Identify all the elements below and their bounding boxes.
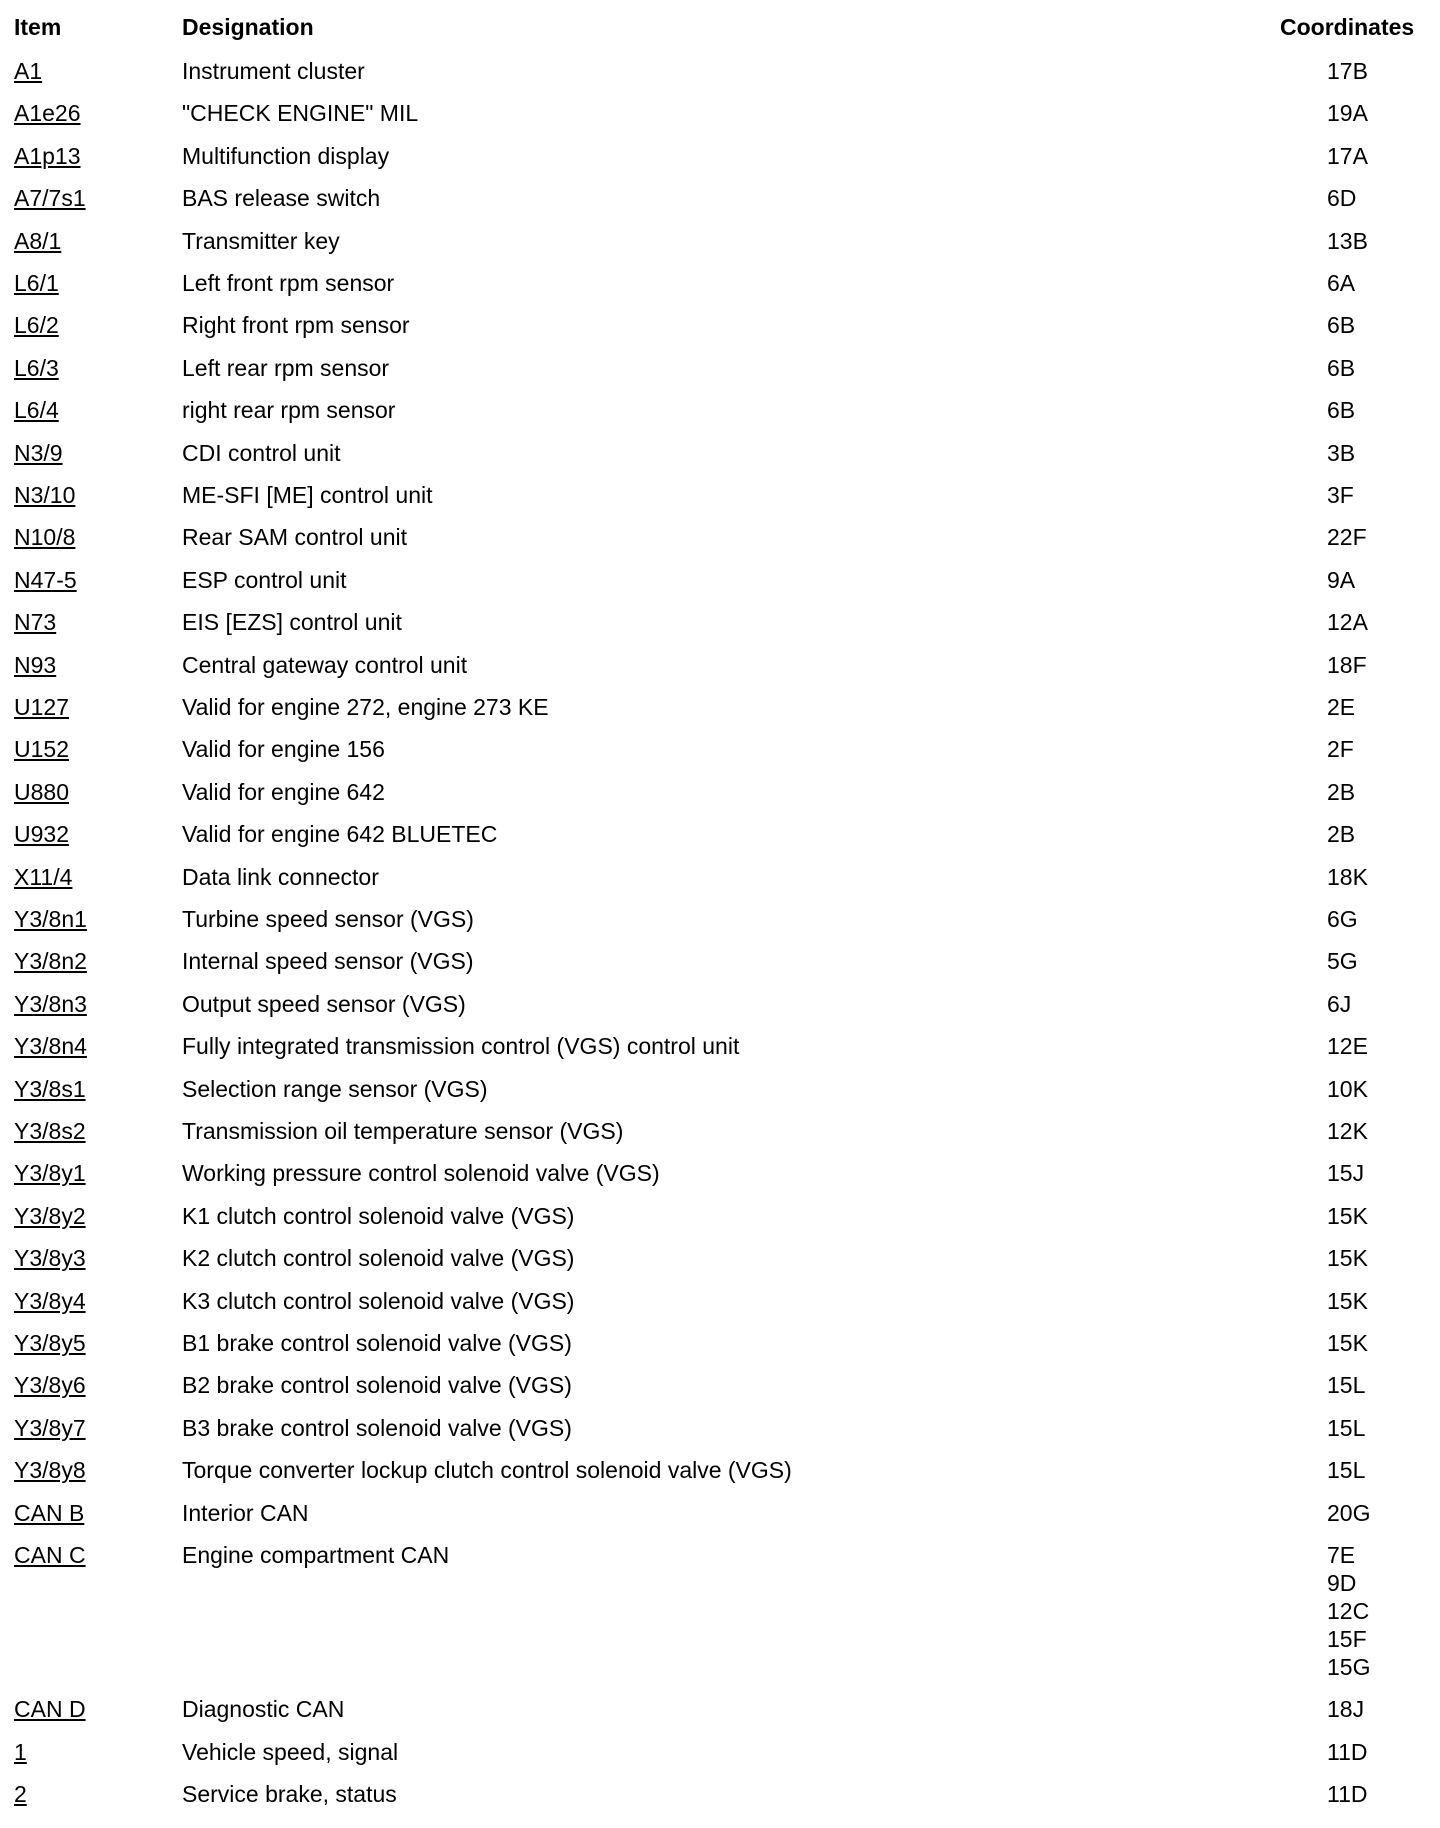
item-link[interactable]: Y3/8n2 — [14, 948, 87, 975]
coordinates-text — [1327, 1159, 1364, 1187]
designation-text: Diagnostic CAN — [182, 1696, 345, 1723]
coordinate-value: 15K — [1327, 1202, 1368, 1229]
designation-text: Transmitter key — [182, 227, 340, 254]
coordinates-text — [1327, 1371, 1365, 1399]
designation-text: Central gateway control unit — [182, 651, 468, 678]
item-link[interactable]: CAN B — [14, 1499, 85, 1526]
coordinates-text — [1327, 523, 1367, 551]
item-link[interactable]: U127 — [14, 694, 69, 720]
item-link[interactable]: Y3/8y2 — [14, 1202, 86, 1229]
coordinate-value: 18K — [1327, 863, 1368, 890]
designation-text: Turbine speed sensor (VGS) — [182, 906, 474, 932]
coordinate-value: 2B — [1327, 778, 1356, 805]
table-row — [0, 1371, 1440, 1401]
header-designation: Designation — [182, 14, 314, 40]
item-link[interactable]: N93 — [14, 651, 57, 678]
designation-text: K1 clutch control solenoid valve (VGS) — [182, 1202, 575, 1229]
designation-text: B2 brake control solenoid valve (VGS) — [182, 1372, 572, 1399]
coordinate-value: 6D — [1327, 185, 1357, 212]
designation-text: Transmission oil temperature sensor (VGS) — [182, 1118, 624, 1144]
coordinate-value: 15K — [1327, 1245, 1368, 1272]
designation-text: Left rear rpm sensor — [182, 354, 390, 381]
coordinates-text — [1327, 439, 1355, 467]
coordinate-value: 6B — [1327, 312, 1356, 339]
table-row — [0, 905, 1440, 935]
coordinates-text — [1327, 905, 1358, 933]
coordinate-value: 15G — [1327, 1654, 1371, 1680]
coordinate-value: 12K — [1327, 1118, 1368, 1144]
designation-text: ESP control unit — [182, 566, 347, 593]
designation-text: right rear rpm sensor — [182, 397, 396, 424]
table-row — [0, 778, 1440, 808]
designation-text: Fully integrated transmission control (VGS) control unit — [182, 1033, 740, 1060]
coordinate-value: 15L — [1327, 1372, 1366, 1399]
designation-text: Right front rpm sensor — [182, 312, 410, 339]
designation-text: K3 clutch control solenoid valve (VGS) — [182, 1287, 575, 1314]
item-link[interactable]: N3/10 — [14, 482, 76, 508]
coordinate-value: 18F — [1327, 651, 1367, 678]
table-row — [0, 1202, 1440, 1232]
table-row — [0, 651, 1440, 681]
header-item: Item — [14, 14, 62, 40]
designation-text: Output speed sensor (VGS) — [182, 990, 466, 1017]
coordinates-text — [1327, 608, 1368, 636]
item-link[interactable]: X11/4 — [14, 863, 73, 890]
designation-text: ME-SFI [ME] control unit — [182, 482, 433, 508]
coordinates-text — [1327, 481, 1354, 509]
item-link[interactable]: Y3/8y5 — [14, 1330, 86, 1356]
designation-text: Valid for engine 272, engine 273 KE — [182, 694, 549, 720]
coordinate-value: 20G — [1327, 1499, 1371, 1526]
table-row — [0, 1780, 1440, 1810]
coordinates-text — [1327, 184, 1356, 212]
coordinates-text — [1327, 735, 1354, 763]
coordinates-text — [1327, 1695, 1364, 1723]
coordinate-value: 9D — [1327, 1570, 1357, 1596]
item-link[interactable]: N47-5 — [14, 566, 77, 593]
table-row — [0, 311, 1440, 341]
table-row — [0, 1499, 1440, 1529]
item-link[interactable]: N3/9 — [14, 439, 63, 466]
coordinates-text — [1327, 566, 1355, 594]
coordinates-text — [1327, 1075, 1368, 1103]
table-row — [0, 269, 1440, 299]
coordinate-value: 12E — [1327, 1033, 1368, 1060]
designation-text: BAS release switch — [182, 185, 381, 212]
item-link[interactable]: Y3/8y3 — [14, 1245, 86, 1272]
table-row — [0, 820, 1440, 850]
coordinate-value: 6G — [1327, 906, 1358, 932]
item-link[interactable]: Y3/8s2 — [14, 1118, 86, 1144]
item-link[interactable]: Y3/8y4 — [14, 1287, 86, 1314]
item-link[interactable]: Y3/8y1 — [14, 1160, 86, 1187]
item-link[interactable]: U932 — [14, 821, 69, 848]
coordinates-text — [1327, 990, 1351, 1018]
coordinates-text — [1327, 311, 1355, 339]
table-row — [0, 1329, 1440, 1359]
table-row — [0, 1244, 1440, 1274]
coordinate-value: 6B — [1327, 354, 1356, 381]
designation-text: Engine compartment CAN — [182, 1542, 450, 1568]
designation-text: Interior CAN — [182, 1499, 309, 1526]
item-link[interactable]: U152 — [14, 736, 69, 763]
coordinates-text — [1327, 396, 1355, 424]
designation-text: EIS [EZS] control unit — [182, 609, 402, 636]
table-row — [0, 693, 1440, 723]
coordinate-value: 6B — [1327, 397, 1356, 424]
item-link[interactable]: A1e26 — [14, 100, 81, 127]
coordinates-text — [1327, 947, 1358, 975]
coordinates-text — [1327, 354, 1355, 382]
coordinate-value: 3F — [1327, 482, 1354, 508]
table-row — [0, 481, 1440, 511]
item-link[interactable]: Y3/8y7 — [14, 1414, 86, 1441]
item-link[interactable]: A1p13 — [14, 142, 81, 169]
item-link[interactable]: L6/4 — [14, 397, 59, 424]
table-row — [0, 1159, 1440, 1189]
table-row — [0, 1287, 1440, 1317]
item-link[interactable]: Y3/8s1 — [14, 1075, 86, 1102]
coordinate-value: 6J — [1327, 990, 1352, 1017]
table-row — [0, 608, 1440, 638]
coordinate-value: 2F — [1327, 736, 1354, 763]
designation-text: "CHECK ENGINE" MIL — [182, 100, 419, 127]
coordinate-value: 10K — [1327, 1075, 1368, 1102]
table-row — [0, 142, 1440, 172]
designation-text: Valid for engine 156 — [182, 736, 385, 763]
designation-text: Left front rpm sensor — [182, 270, 395, 296]
coordinates-text — [1327, 1117, 1368, 1145]
coordinates-text — [1327, 1541, 1370, 1681]
table-row — [0, 1541, 1440, 1680]
coordinate-value: 15L — [1327, 1414, 1366, 1441]
table-row — [0, 396, 1440, 426]
item-link[interactable]: A7/7s1 — [14, 185, 86, 212]
coordinates-text — [1327, 778, 1355, 806]
coordinate-value: 15F — [1327, 1626, 1367, 1652]
coordinate-value: 6A — [1327, 270, 1356, 296]
item-link[interactable]: A8/1 — [14, 227, 62, 254]
designation-text: Valid for engine 642 — [182, 778, 385, 805]
item-link[interactable]: Y3/8n1 — [14, 906, 87, 932]
table-row — [0, 523, 1440, 553]
designation-text: Instrument cluster — [182, 58, 365, 84]
coordinate-value: 2B — [1327, 821, 1356, 848]
item-link[interactable]: N10/8 — [14, 524, 76, 551]
header-coordinates: Coordinates — [1280, 14, 1415, 40]
designation-text: Data link connector — [182, 863, 379, 890]
coordinates-text — [1327, 863, 1368, 891]
coordinate-value: 3B — [1327, 439, 1356, 466]
item-link[interactable]: A1 — [14, 58, 43, 84]
coordinate-value: 5G — [1327, 948, 1358, 975]
designation-text: Selection range sensor (VGS) — [182, 1075, 488, 1102]
item-link[interactable]: 2 — [14, 1781, 27, 1808]
coordinate-value: 2E — [1327, 694, 1356, 720]
table-row — [0, 184, 1440, 214]
coordinates-text — [1327, 1456, 1365, 1484]
table-row — [0, 57, 1440, 87]
coordinates-text — [1327, 1499, 1370, 1527]
coordinates-text — [1327, 142, 1368, 170]
designation-text: K2 clutch control solenoid valve (VGS) — [182, 1245, 575, 1272]
coordinates-text — [1327, 99, 1368, 127]
coordinate-value: 12C — [1327, 1598, 1370, 1624]
designation-text: Valid for engine 642 BLUETEC — [182, 821, 498, 848]
table-row — [0, 1032, 1440, 1062]
designation-text: Internal speed sensor (VGS) — [182, 948, 474, 975]
table-row — [0, 439, 1440, 469]
coordinate-value: 11D — [1327, 1781, 1368, 1808]
item-link[interactable]: Y3/8n4 — [14, 1033, 87, 1060]
coordinate-value: 17A — [1327, 142, 1368, 169]
coordinates-text — [1327, 1032, 1368, 1060]
coordinate-value: 15K — [1327, 1287, 1368, 1314]
designation-text: CDI control unit — [182, 439, 341, 466]
coordinate-value: 11D — [1327, 1738, 1368, 1765]
item-link[interactable]: CAN C — [14, 1542, 86, 1568]
designation-text: Vehicle speed, signal — [182, 1738, 399, 1765]
coordinates-text — [1327, 820, 1355, 848]
coordinates-text — [1327, 1329, 1368, 1357]
item-link[interactable]: L6/3 — [14, 354, 59, 381]
table-row — [0, 1414, 1440, 1444]
table-row — [0, 566, 1440, 596]
coordinate-value: 7E — [1327, 1542, 1356, 1568]
item-link[interactable]: CAN D — [14, 1696, 86, 1723]
coordinate-value: 15J — [1327, 1160, 1365, 1187]
table-row — [0, 1117, 1440, 1147]
designation-text: B3 brake control solenoid valve (VGS) — [182, 1414, 572, 1441]
item-link[interactable]: L6/1 — [14, 270, 59, 296]
item-link[interactable]: U880 — [14, 778, 69, 805]
designation-text: Multifunction display — [182, 142, 390, 169]
coordinates-text — [1327, 1414, 1365, 1442]
coordinate-value: 13B — [1327, 227, 1368, 254]
table-row — [0, 863, 1440, 893]
coordinates-text — [1327, 1244, 1368, 1272]
designation-text: Torque converter lockup clutch control solenoid valve (VGS) — [182, 1457, 792, 1484]
coordinates-text — [1327, 1202, 1368, 1230]
coordinates-text — [1327, 57, 1368, 85]
table-row — [0, 99, 1440, 129]
item-link[interactable]: Y3/8y8 — [14, 1457, 86, 1484]
table-row — [0, 1738, 1440, 1768]
designation-text: B1 brake control solenoid valve (VGS) — [182, 1330, 572, 1356]
coordinate-value: 12A — [1327, 609, 1368, 636]
coordinate-value: 15K — [1327, 1330, 1368, 1356]
table-row — [0, 354, 1440, 384]
designation-text: Rear SAM control unit — [182, 524, 407, 551]
coordinates-text — [1327, 1738, 1368, 1766]
coordinate-value: 9A — [1327, 566, 1356, 593]
table-row — [0, 947, 1440, 977]
coordinates-text — [1327, 269, 1355, 297]
table-row — [0, 227, 1440, 257]
coordinates-text — [1327, 227, 1368, 255]
table-row — [0, 1075, 1440, 1105]
coordinates-text — [1327, 651, 1367, 679]
table-row — [0, 735, 1440, 765]
designation-text: Working pressure control solenoid valve (VGS) — [182, 1160, 660, 1187]
coordinate-value: 15L — [1327, 1457, 1366, 1484]
table-row — [0, 1456, 1440, 1486]
item-link[interactable]: N73 — [14, 609, 57, 636]
item-link[interactable]: 1 — [14, 1738, 27, 1765]
table-row — [0, 990, 1440, 1020]
coordinate-value: 18J — [1327, 1696, 1365, 1723]
designation-text: Service brake, status — [182, 1781, 397, 1808]
coordinates-text — [1327, 1287, 1368, 1315]
coordinates-text — [1327, 693, 1355, 721]
item-link[interactable]: L6/2 — [14, 312, 59, 339]
coordinates-text — [1327, 1780, 1368, 1808]
coordinate-value: 17B — [1327, 58, 1368, 84]
coordinate-value: 22F — [1327, 524, 1367, 551]
item-link[interactable]: Y3/8y6 — [14, 1372, 86, 1399]
coordinate-value: 19A — [1327, 100, 1368, 127]
item-link[interactable]: Y3/8n3 — [14, 990, 87, 1017]
table-row — [0, 1695, 1440, 1725]
